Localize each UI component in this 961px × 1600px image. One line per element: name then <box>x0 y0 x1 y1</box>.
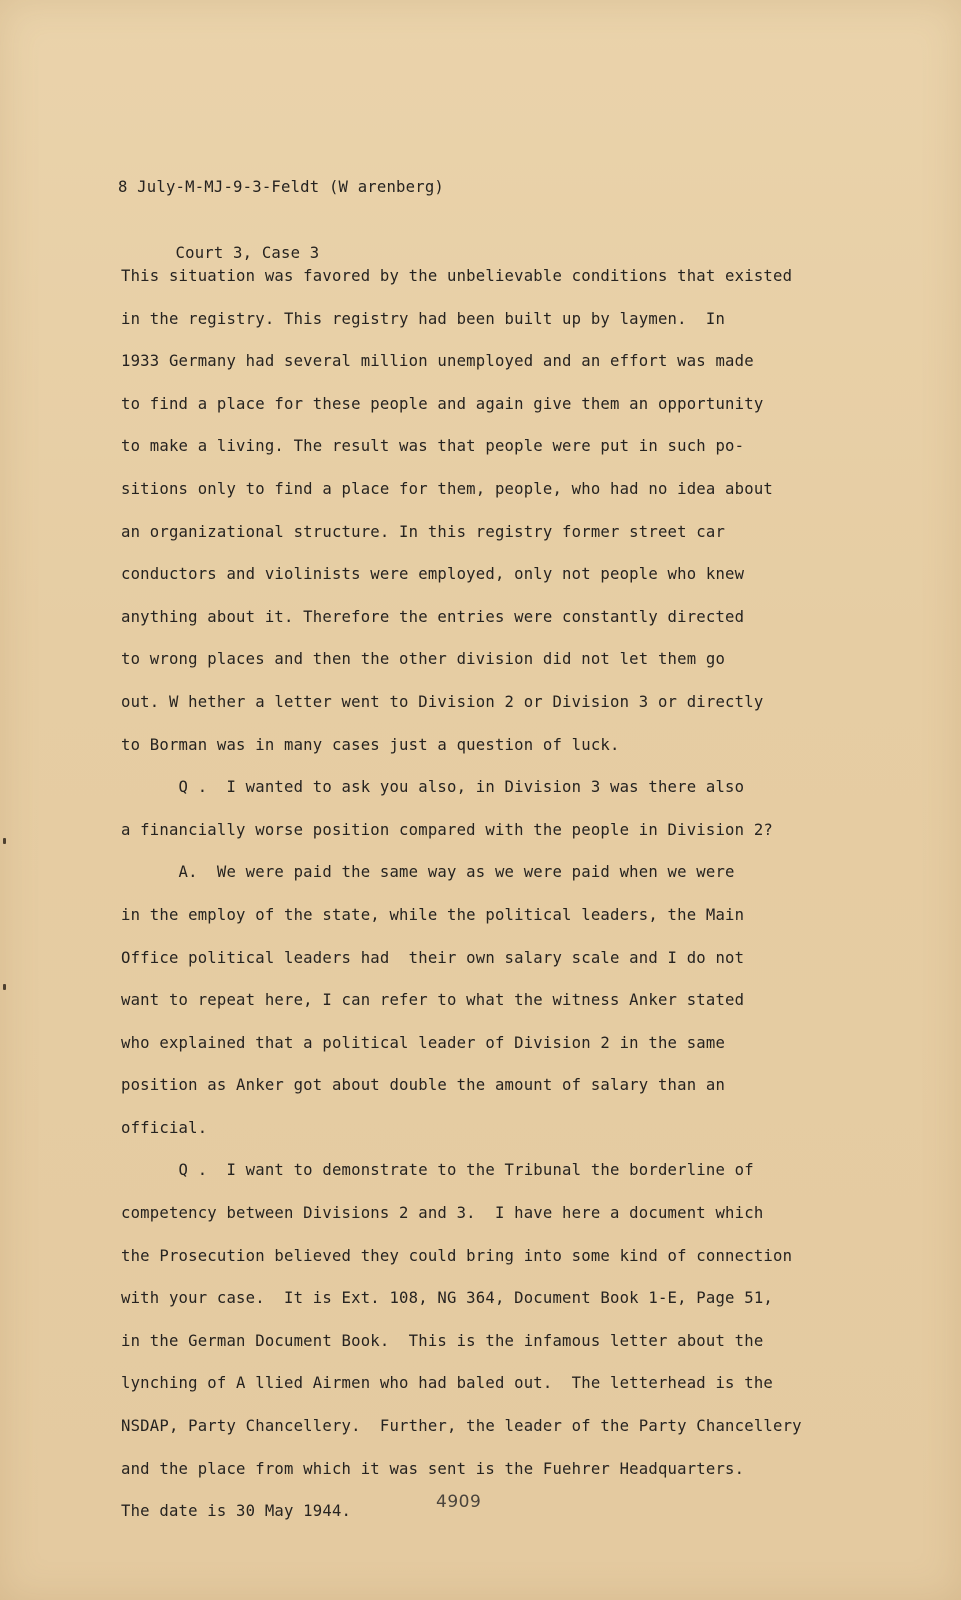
transcript-line: Office political leaders had their own salary scale and I do not <box>121 948 745 967</box>
transcript-line: in the employ of the state, while the political leaders, the Main <box>121 905 745 924</box>
transcript-line: sitions only to find a place for them, people, who had no idea about <box>121 479 773 498</box>
transcript-body <box>121 255 802 1533</box>
transcript-line: out. W hether a letter went to Division 2 or Division 3 or directly <box>121 692 764 711</box>
transcript-line: This situation was favored by the unbelievable conditions that existed <box>121 267 793 285</box>
transcript-line: a financially worse position compared with the people in Division 2? <box>121 820 773 839</box>
page-number: 4909 <box>436 1492 482 1512</box>
header-court-case-line: Court 3, Case 3 <box>118 244 320 262</box>
transcript-line: in the registry. This registry had been built up by laymen. In <box>121 309 726 328</box>
transcript-line: to make a living. The result was that people were put in such po- <box>121 437 745 456</box>
transcript-line: the Prosecution believed they could bring into some kind of connection <box>121 1246 793 1265</box>
transcript-line: to find a place for these people and again give them an opportunity <box>121 394 764 413</box>
transcript-line: to wrong places and then the other division did not let them go <box>121 650 726 669</box>
transcript-line: and the place from which it was sent is the Fuehrer Headquarters. <box>121 1459 745 1478</box>
transcript-line: with your case. It is Ext. 108, NG 364, Document Book 1-E, Page 51, <box>121 1289 773 1308</box>
transcript-line: Q . I wanted to ask you also, in Division 3 was there also <box>121 778 745 797</box>
edge-mark-2 <box>3 984 6 990</box>
transcript-line: position as Anker got about double the amount of salary than an <box>121 1076 726 1095</box>
transcript-line: who explained that a political leader of Division 2 in the same <box>121 1033 726 1052</box>
transcript-line: in the German Document Book. This is the infamous letter about the <box>121 1331 764 1350</box>
header-reference-line: 8 July-M-MJ-9-3-Feldt (W arenberg) <box>118 178 444 196</box>
transcript-line: A. We were paid the same way as we were paid when we were <box>121 863 735 882</box>
edge-mark-1 <box>3 838 6 844</box>
transcript-line: official. <box>121 1118 208 1137</box>
transcript-line: The date is 30 May 1944. <box>121 1502 352 1521</box>
transcript-line: 1933 Germany had several million unemployed and an effort was made <box>121 352 754 371</box>
transcript-line: Q . I want to demonstrate to the Tribunal the borderline of <box>121 1161 754 1180</box>
transcript-line: NSDAP, Party Chancellery. Further, the leader of the Party Chancellery <box>121 1417 802 1436</box>
transcript-line: competency between Divisions 2 and 3. I have here a document which <box>121 1204 764 1223</box>
transcript-line: want to repeat here, I can refer to what the witness Anker stated <box>121 991 745 1010</box>
transcript-line: conductors and violinists were employed, only not people who knew <box>121 565 745 584</box>
transcript-line: anything about it. Therefore the entries were constantly directed <box>121 607 745 626</box>
transcript-line: lynching of A llied Airmen who had baled out. The letterhead is the <box>121 1374 773 1393</box>
transcript-line: to Borman was in many cases just a question of luck. <box>121 735 620 754</box>
transcript-line: an organizational structure. In this registry former street car <box>121 522 726 541</box>
